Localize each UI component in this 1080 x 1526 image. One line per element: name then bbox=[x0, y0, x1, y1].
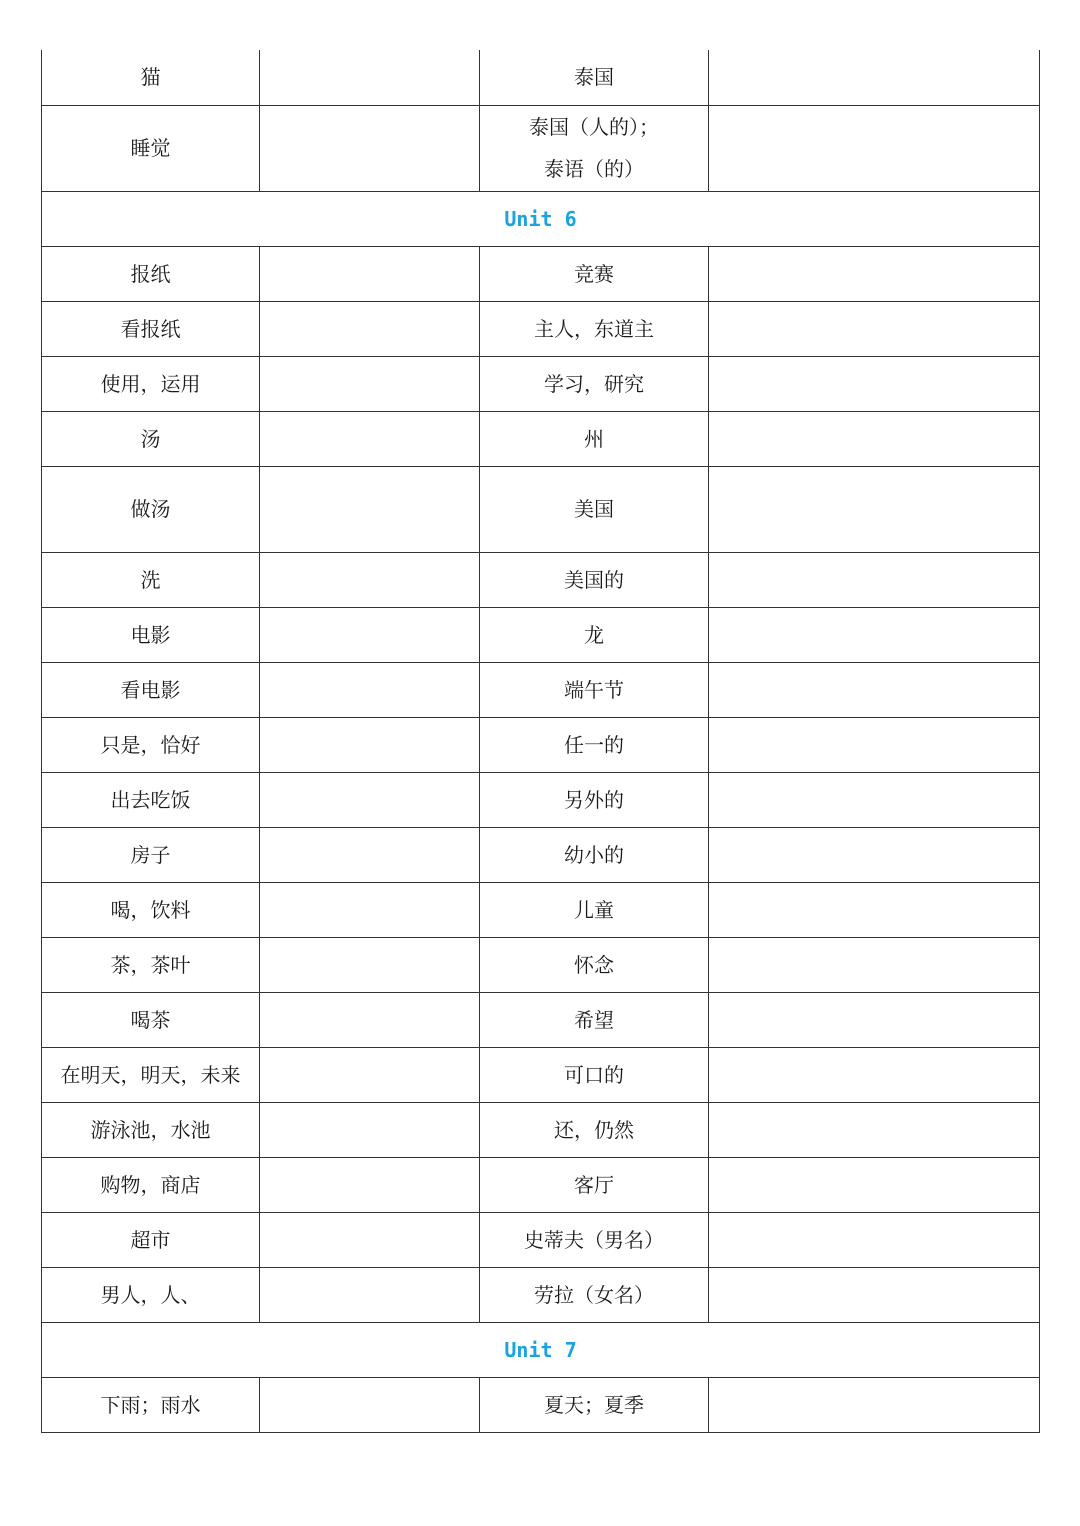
chinese-term-right: 端午节 bbox=[480, 662, 709, 717]
answer-cell-left[interactable] bbox=[260, 105, 480, 191]
answer-cell-left[interactable] bbox=[260, 411, 480, 466]
chinese-term-right: 儿童 bbox=[480, 882, 709, 937]
table-row bbox=[42, 1212, 1040, 1267]
answer-cell-right[interactable] bbox=[709, 466, 1040, 552]
table-row bbox=[42, 301, 1040, 356]
answer-cell-right[interactable] bbox=[709, 992, 1040, 1047]
answer-cell-left[interactable] bbox=[260, 246, 480, 301]
table-row bbox=[42, 717, 1040, 772]
table-row bbox=[42, 1377, 1040, 1432]
chinese-term-right: 还，仍然 bbox=[480, 1102, 709, 1157]
answer-cell-right[interactable] bbox=[709, 827, 1040, 882]
vocabulary-table bbox=[41, 50, 1040, 1433]
answer-cell-right[interactable] bbox=[709, 772, 1040, 827]
chinese-term-left: 男人，人、 bbox=[42, 1267, 260, 1322]
table-row bbox=[42, 937, 1040, 992]
chinese-term-left: 超市 bbox=[42, 1212, 260, 1267]
answer-cell-left[interactable] bbox=[260, 1102, 480, 1157]
chinese-term-right: 客厅 bbox=[480, 1157, 709, 1212]
answer-cell-right[interactable] bbox=[709, 411, 1040, 466]
table-row bbox=[42, 772, 1040, 827]
chinese-term-right: 可口的 bbox=[480, 1047, 709, 1102]
answer-cell-left[interactable] bbox=[260, 50, 480, 105]
answer-cell-right[interactable] bbox=[709, 356, 1040, 411]
table-row bbox=[42, 411, 1040, 466]
unit-header-row bbox=[42, 191, 1040, 246]
table-row bbox=[42, 1267, 1040, 1322]
answer-cell-right[interactable] bbox=[709, 1212, 1040, 1267]
table-row bbox=[42, 50, 1040, 105]
answer-cell-right[interactable] bbox=[709, 1102, 1040, 1157]
vocabulary-table-body bbox=[42, 50, 1040, 1432]
answer-cell-left[interactable] bbox=[260, 1377, 480, 1432]
answer-cell-left[interactable] bbox=[260, 717, 480, 772]
table-row bbox=[42, 1102, 1040, 1157]
table-row bbox=[42, 662, 1040, 717]
chinese-term-right: 美国的 bbox=[480, 552, 709, 607]
chinese-term-right: 美国 bbox=[480, 466, 709, 552]
chinese-term-right: 主人，东道主 bbox=[480, 301, 709, 356]
chinese-term-right: 怀念 bbox=[480, 937, 709, 992]
answer-cell-left[interactable] bbox=[260, 1047, 480, 1102]
chinese-term-left: 喝茶 bbox=[42, 992, 260, 1047]
answer-cell-left[interactable] bbox=[260, 827, 480, 882]
chinese-term-right: 学习，研究 bbox=[480, 356, 709, 411]
answer-cell-right[interactable] bbox=[709, 1377, 1040, 1432]
chinese-term-left: 只是，恰好 bbox=[42, 717, 260, 772]
answer-cell-right[interactable] bbox=[709, 552, 1040, 607]
chinese-term-right: 任一的 bbox=[480, 717, 709, 772]
chinese-term-left: 做汤 bbox=[42, 466, 260, 552]
table-row bbox=[42, 466, 1040, 552]
answer-cell-left[interactable] bbox=[260, 937, 480, 992]
table-row bbox=[42, 356, 1040, 411]
table-row bbox=[42, 607, 1040, 662]
answer-cell-right[interactable] bbox=[709, 937, 1040, 992]
table-row bbox=[42, 992, 1040, 1047]
chinese-term-right: 龙 bbox=[480, 607, 709, 662]
chinese-term-left: 在明天，明天，未来 bbox=[42, 1047, 260, 1102]
answer-cell-left[interactable] bbox=[260, 607, 480, 662]
answer-cell-left[interactable] bbox=[260, 772, 480, 827]
chinese-term-right-line: 泰国（人的）； bbox=[529, 115, 659, 139]
answer-cell-right[interactable] bbox=[709, 50, 1040, 105]
answer-cell-right[interactable] bbox=[709, 1157, 1040, 1212]
chinese-term-right: 泰国 bbox=[480, 50, 709, 105]
answer-cell-right[interactable] bbox=[709, 717, 1040, 772]
chinese-term-right: 州 bbox=[480, 411, 709, 466]
answer-cell-left[interactable] bbox=[260, 1157, 480, 1212]
chinese-term-left: 报纸 bbox=[42, 246, 260, 301]
answer-cell-left[interactable] bbox=[260, 1267, 480, 1322]
answer-cell-right[interactable] bbox=[709, 1047, 1040, 1102]
chinese-term-left: 出去吃饭 bbox=[42, 772, 260, 827]
chinese-term-left: 电影 bbox=[42, 607, 260, 662]
answer-cell-left[interactable] bbox=[260, 301, 480, 356]
chinese-term-right: 竞赛 bbox=[480, 246, 709, 301]
answer-cell-left[interactable] bbox=[260, 992, 480, 1047]
chinese-term-left: 喝，饮料 bbox=[42, 882, 260, 937]
unit-header-row bbox=[42, 1322, 1040, 1377]
answer-cell-right[interactable] bbox=[709, 662, 1040, 717]
answer-cell-right[interactable] bbox=[709, 105, 1040, 191]
table-row bbox=[42, 105, 1040, 191]
answer-cell-right[interactable] bbox=[709, 882, 1040, 937]
chinese-term-right: 另外的 bbox=[480, 772, 709, 827]
unit-heading: Unit 7 bbox=[42, 1322, 1040, 1377]
chinese-term-left: 房子 bbox=[42, 827, 260, 882]
chinese-term-left: 猫 bbox=[42, 50, 260, 105]
chinese-term-right-line: 泰语（的） bbox=[544, 157, 644, 181]
chinese-term-left: 下雨；雨水 bbox=[42, 1377, 260, 1432]
answer-cell-right[interactable] bbox=[709, 1267, 1040, 1322]
answer-cell-left[interactable] bbox=[260, 1212, 480, 1267]
table-row bbox=[42, 882, 1040, 937]
answer-cell-left[interactable] bbox=[260, 662, 480, 717]
answer-cell-right[interactable] bbox=[709, 607, 1040, 662]
table-row bbox=[42, 552, 1040, 607]
answer-cell-left[interactable] bbox=[260, 356, 480, 411]
chinese-term-left: 睡觉 bbox=[42, 105, 260, 191]
answer-cell-left[interactable] bbox=[260, 882, 480, 937]
chinese-term-left: 看电影 bbox=[42, 662, 260, 717]
table-row bbox=[42, 1157, 1040, 1212]
chinese-term-left: 汤 bbox=[42, 411, 260, 466]
chinese-term-right: 幼小的 bbox=[480, 827, 709, 882]
chinese-term-right: 夏天；夏季 bbox=[480, 1377, 709, 1432]
chinese-term-right bbox=[480, 105, 709, 191]
answer-cell-right[interactable] bbox=[709, 246, 1040, 301]
chinese-term-left: 游泳池，水池 bbox=[42, 1102, 260, 1157]
table-row bbox=[42, 1047, 1040, 1102]
chinese-term-left: 洗 bbox=[42, 552, 260, 607]
chinese-term-left: 看报纸 bbox=[42, 301, 260, 356]
table-row bbox=[42, 246, 1040, 301]
unit-heading: Unit 6 bbox=[42, 191, 1040, 246]
chinese-term-right: 希望 bbox=[480, 992, 709, 1047]
answer-cell-right[interactable] bbox=[709, 301, 1040, 356]
answer-cell-left[interactable] bbox=[260, 552, 480, 607]
chinese-term-left: 茶，茶叶 bbox=[42, 937, 260, 992]
chinese-term-left: 使用，运用 bbox=[42, 356, 260, 411]
chinese-term-right: 劳拉（女名） bbox=[480, 1267, 709, 1322]
table-row bbox=[42, 827, 1040, 882]
chinese-term-left: 购物，商店 bbox=[42, 1157, 260, 1212]
chinese-term-right: 史蒂夫（男名） bbox=[480, 1212, 709, 1267]
answer-cell-left[interactable] bbox=[260, 466, 480, 552]
